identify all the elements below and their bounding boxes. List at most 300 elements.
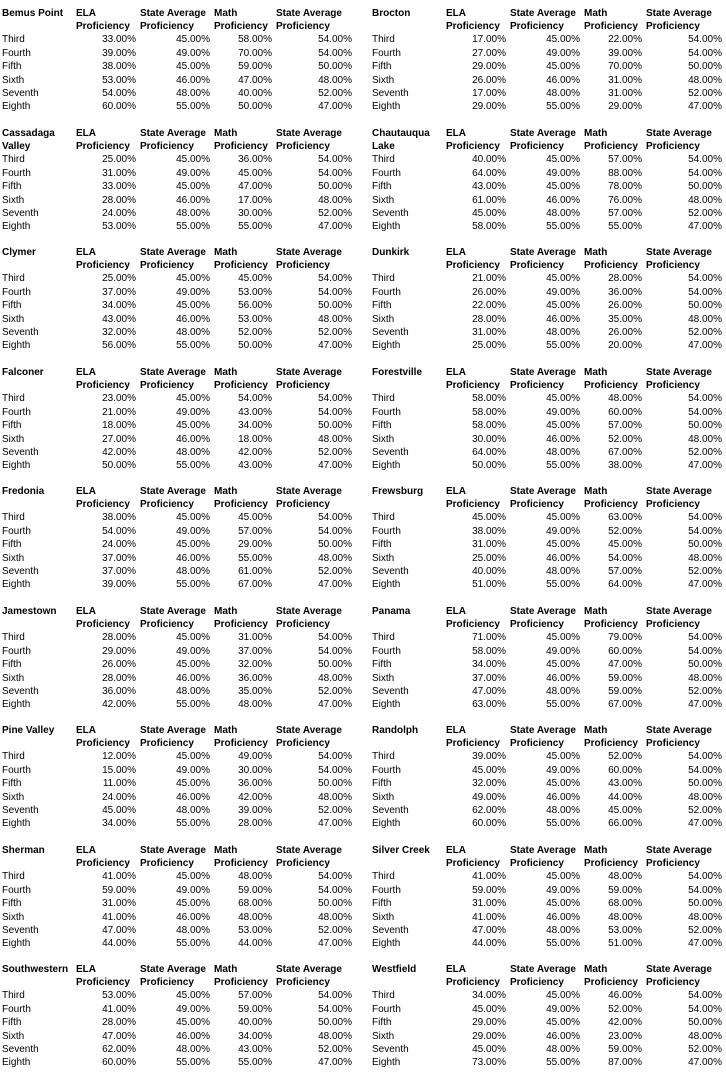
state-math-value: 52.00%: [318, 805, 352, 816]
grade-label: Fourth: [2, 287, 31, 298]
header-row: [0, 128, 356, 140]
state-math-value: 54.00%: [318, 393, 352, 404]
table-row: [370, 765, 726, 777]
math-value: 28.00%: [608, 273, 642, 284]
table-row: [0, 407, 356, 419]
math-value: 70.00%: [608, 61, 642, 72]
state-average-header: State Average: [510, 486, 576, 497]
proficiency-header: Proficiency: [646, 380, 700, 391]
state-average-header: State Average: [276, 606, 342, 617]
state-math-value: 54.00%: [318, 990, 352, 1001]
math-value: 47.00%: [238, 75, 272, 86]
table-row: [0, 539, 356, 551]
table-row: [0, 659, 356, 671]
ela-value: 33.00%: [102, 181, 136, 192]
district-name: Pine Valley: [2, 725, 55, 736]
math-value: 35.00%: [608, 314, 642, 325]
ela-value: 58.00%: [472, 646, 506, 657]
state-ela-value: 48.00%: [546, 686, 580, 697]
proficiency-header: Proficiency: [140, 619, 194, 630]
state-math-value: 52.00%: [318, 566, 352, 577]
table-row: [0, 447, 356, 459]
state-ela-value: 45.00%: [546, 300, 580, 311]
table-row: [370, 778, 726, 790]
math-value: 78.00%: [608, 181, 642, 192]
proficiency-header: Proficiency: [76, 738, 130, 749]
math-value: 36.00%: [238, 673, 272, 684]
ela-value: 59.00%: [102, 885, 136, 896]
grade-label: Sixth: [2, 553, 25, 564]
math-value: 36.00%: [238, 778, 272, 789]
state-average-header: State Average: [276, 486, 342, 497]
state-ela-value: 46.00%: [176, 553, 210, 564]
proficiency-header: Proficiency: [276, 977, 330, 988]
state-ela-value: 48.00%: [546, 447, 580, 458]
proficiency-header: Proficiency: [510, 619, 564, 630]
math-value: 67.00%: [608, 447, 642, 458]
proficiency-header: Proficiency: [214, 260, 268, 271]
ela-value: 41.00%: [102, 1004, 136, 1015]
state-math-value: 47.00%: [318, 699, 352, 710]
math-value: 31.00%: [608, 75, 642, 86]
grade-label: Seventh: [372, 88, 409, 99]
table-row: [0, 181, 356, 193]
state-ela-value: 46.00%: [176, 912, 210, 923]
header-row: [0, 141, 356, 153]
ela-value: 56.00%: [102, 340, 136, 351]
ela-value: 41.00%: [472, 912, 506, 923]
math-value: 50.00%: [238, 340, 272, 351]
state-ela-value: 49.00%: [176, 168, 210, 179]
proficiency-header: Proficiency: [584, 21, 638, 32]
math-value: 31.00%: [238, 632, 272, 643]
proficiency-header: Proficiency: [214, 738, 268, 749]
table-row: [0, 327, 356, 339]
state-ela-value: 45.00%: [546, 273, 580, 284]
ela-value: 59.00%: [472, 885, 506, 896]
math-value: 48.00%: [238, 699, 272, 710]
ela-value: 44.00%: [102, 938, 136, 949]
state-ela-value: 48.00%: [546, 566, 580, 577]
ela-value: 40.00%: [472, 154, 506, 165]
math-header: Math: [584, 8, 608, 19]
header-row: [0, 619, 356, 631]
state-average-header: State Average: [646, 964, 712, 975]
math-value: 57.00%: [608, 154, 642, 165]
district-block: [0, 845, 356, 955]
grade-label: Sixth: [2, 434, 25, 445]
state-math-value: 54.00%: [318, 34, 352, 45]
ela-value: 29.00%: [472, 1031, 506, 1042]
state-ela-value: 55.00%: [176, 818, 210, 829]
proficiency-header: Proficiency: [510, 21, 564, 32]
state-ela-value: 49.00%: [176, 765, 210, 776]
ela-value: 12.00%: [102, 751, 136, 762]
proficiency-header: Proficiency: [276, 738, 330, 749]
state-math-value: 52.00%: [318, 208, 352, 219]
state-ela-value: 46.00%: [176, 673, 210, 684]
proficiency-header: Proficiency: [584, 260, 638, 271]
grade-label: Seventh: [2, 327, 39, 338]
district-name-continued: [372, 499, 444, 511]
state-ela-value: 45.00%: [176, 273, 210, 284]
district-name-continued: [2, 21, 74, 33]
table-row: [0, 48, 356, 60]
math-value: 60.00%: [608, 407, 642, 418]
ela-value: 39.00%: [472, 751, 506, 762]
table-row: [0, 101, 356, 113]
district-block: [0, 964, 356, 1074]
grade-label: Fourth: [2, 646, 31, 657]
state-math-value: 50.00%: [688, 898, 722, 909]
ela-header: ELA: [446, 964, 466, 975]
district-name-continued: [2, 738, 74, 750]
math-value: 17.00%: [238, 195, 272, 206]
state-math-value: 52.00%: [688, 1044, 722, 1055]
proficiency-header: Proficiency: [214, 141, 268, 152]
grade-label: Third: [372, 154, 395, 165]
ela-value: 25.00%: [102, 154, 136, 165]
state-ela-value: 45.00%: [546, 61, 580, 72]
state-math-value: 52.00%: [318, 327, 352, 338]
state-ela-value: 49.00%: [176, 646, 210, 657]
proficiency-header: Proficiency: [510, 977, 564, 988]
math-value: 26.00%: [608, 300, 642, 311]
math-value: 18.00%: [238, 434, 272, 445]
ela-value: 29.00%: [472, 61, 506, 72]
state-math-value: 50.00%: [688, 181, 722, 192]
grade-label: Fifth: [2, 1017, 22, 1028]
state-math-value: 50.00%: [688, 420, 722, 431]
ela-value: 39.00%: [102, 579, 136, 590]
math-header: Math: [214, 964, 238, 975]
grade-label: Fourth: [372, 407, 401, 418]
grade-label: Seventh: [372, 566, 409, 577]
ela-header: ELA: [446, 128, 466, 139]
district-block: [0, 606, 356, 716]
state-math-value: 54.00%: [688, 1004, 722, 1015]
proficiency-header: Proficiency: [646, 858, 700, 869]
state-ela-value: 45.00%: [546, 420, 580, 431]
ela-value: 38.00%: [472, 526, 506, 537]
state-math-value: 48.00%: [318, 195, 352, 206]
ela-value: 30.00%: [472, 434, 506, 445]
proficiency-header: Proficiency: [510, 858, 564, 869]
math-header: Math: [214, 247, 238, 258]
proficiency-header: Proficiency: [140, 738, 194, 749]
proficiency-header: Proficiency: [214, 380, 268, 391]
proficiency-header: Proficiency: [584, 619, 638, 630]
state-ela-value: 48.00%: [546, 327, 580, 338]
math-value: 51.00%: [608, 938, 642, 949]
table-row: [370, 898, 726, 910]
state-ela-value: 49.00%: [176, 287, 210, 298]
math-value: 60.00%: [608, 765, 642, 776]
state-average-header: State Average: [276, 964, 342, 975]
math-value: 53.00%: [608, 925, 642, 936]
grade-label: Eighth: [2, 818, 31, 829]
ela-value: 27.00%: [472, 48, 506, 59]
math-value: 53.00%: [238, 287, 272, 298]
math-value: 60.00%: [608, 646, 642, 657]
ela-value: 43.00%: [472, 181, 506, 192]
district-name-continued: Lake: [372, 141, 395, 152]
district-name: Frewsburg: [372, 486, 424, 497]
math-value: 54.00%: [608, 553, 642, 564]
proficiency-header: Proficiency: [140, 260, 194, 271]
proficiency-header: Proficiency: [510, 260, 564, 271]
ela-value: 53.00%: [102, 75, 136, 86]
state-math-value: 47.00%: [688, 1057, 722, 1068]
state-ela-value: 46.00%: [176, 1031, 210, 1042]
state-math-value: 52.00%: [688, 805, 722, 816]
grade-label: Third: [2, 751, 25, 762]
header-row: [370, 247, 726, 259]
state-ela-value: 46.00%: [546, 912, 580, 923]
state-ela-value: 45.00%: [546, 898, 580, 909]
proficiency-header: Proficiency: [214, 499, 268, 510]
ela-value: 31.00%: [102, 898, 136, 909]
district-block: [370, 8, 726, 118]
math-value: 88.00%: [608, 168, 642, 179]
table-row: [0, 88, 356, 100]
ela-header: ELA: [446, 367, 466, 378]
header-row: [0, 977, 356, 989]
ela-value: 32.00%: [472, 778, 506, 789]
state-average-header: State Average: [646, 8, 712, 19]
header-row: [370, 738, 726, 750]
ela-value: 38.00%: [102, 61, 136, 72]
table-row: [370, 526, 726, 538]
state-math-value: 54.00%: [318, 407, 352, 418]
state-ela-value: 55.00%: [546, 818, 580, 829]
proficiency-header: Proficiency: [510, 141, 564, 152]
math-header: Math: [584, 247, 608, 258]
grade-label: Third: [372, 273, 395, 284]
ela-value: 25.00%: [472, 340, 506, 351]
state-ela-value: 55.00%: [546, 938, 580, 949]
grade-label: Third: [372, 393, 395, 404]
proficiency-header: Proficiency: [140, 21, 194, 32]
state-math-value: 48.00%: [318, 434, 352, 445]
proficiency-header: Proficiency: [276, 858, 330, 869]
state-math-value: 54.00%: [688, 393, 722, 404]
table-row: [0, 898, 356, 910]
grade-label: Eighth: [2, 1057, 31, 1068]
state-average-header: State Average: [510, 247, 576, 258]
math-value: 67.00%: [608, 699, 642, 710]
state-ela-value: 45.00%: [546, 990, 580, 1001]
ela-value: 43.00%: [102, 314, 136, 325]
math-value: 66.00%: [608, 818, 642, 829]
math-value: 45.00%: [238, 168, 272, 179]
state-ela-value: 49.00%: [546, 407, 580, 418]
proficiency-header: Proficiency: [446, 738, 500, 749]
ela-value: 71.00%: [472, 632, 506, 643]
grade-label: Fifth: [372, 420, 392, 431]
state-math-value: 54.00%: [318, 154, 352, 165]
proficiency-header: Proficiency: [646, 977, 700, 988]
grade-label: Seventh: [372, 447, 409, 458]
state-average-header: State Average: [510, 128, 576, 139]
proficiency-header: Proficiency: [276, 499, 330, 510]
state-math-value: 54.00%: [688, 168, 722, 179]
header-row: [0, 367, 356, 379]
district-name: Forestville: [372, 367, 423, 378]
table-row: [0, 912, 356, 924]
ela-value: 15.00%: [102, 765, 136, 776]
state-ela-value: 55.00%: [176, 699, 210, 710]
table-row: [370, 420, 726, 432]
ela-value: 34.00%: [472, 659, 506, 670]
district-name-continued: [2, 380, 74, 392]
grade-label: Eighth: [2, 101, 31, 112]
proficiency-header: Proficiency: [646, 21, 700, 32]
math-value: 34.00%: [238, 420, 272, 431]
state-ela-value: 45.00%: [176, 871, 210, 882]
district-name: Falconer: [2, 367, 44, 378]
grade-label: Fourth: [372, 885, 401, 896]
state-math-value: 47.00%: [318, 818, 352, 829]
math-value: 34.00%: [238, 1031, 272, 1042]
proficiency-header: Proficiency: [276, 21, 330, 32]
table-row: [0, 393, 356, 405]
math-value: 76.00%: [608, 195, 642, 206]
header-row: [370, 619, 726, 631]
ela-value: 24.00%: [102, 539, 136, 550]
table-row: [0, 154, 356, 166]
ela-value: 49.00%: [472, 792, 506, 803]
table-row: [0, 885, 356, 897]
state-ela-value: 46.00%: [546, 792, 580, 803]
ela-value: 47.00%: [472, 686, 506, 697]
grade-label: Seventh: [372, 686, 409, 697]
state-ela-value: 46.00%: [546, 314, 580, 325]
math-value: 67.00%: [238, 579, 272, 590]
district-name-continued: [372, 858, 444, 870]
header-row: [370, 606, 726, 618]
state-ela-value: 48.00%: [176, 686, 210, 697]
state-math-value: 50.00%: [688, 61, 722, 72]
state-math-value: 48.00%: [318, 75, 352, 86]
header-row: [370, 725, 726, 737]
table-row: [370, 61, 726, 73]
math-value: 59.00%: [608, 1044, 642, 1055]
math-value: 52.00%: [238, 327, 272, 338]
table-row: [370, 327, 726, 339]
header-row: [370, 845, 726, 857]
state-ela-value: 45.00%: [546, 34, 580, 45]
ela-value: 54.00%: [102, 526, 136, 537]
table-row: [0, 195, 356, 207]
state-average-header: State Average: [510, 606, 576, 617]
district-name-continued: [372, 21, 444, 33]
proficiency-header: Proficiency: [214, 977, 268, 988]
district-name-continued: [2, 619, 74, 631]
grade-label: Seventh: [372, 1044, 409, 1055]
math-header: Math: [214, 606, 238, 617]
grade-label: Eighth: [2, 938, 31, 949]
math-header: Math: [214, 486, 238, 497]
ela-value: 18.00%: [102, 420, 136, 431]
district-name-continued: [372, 380, 444, 392]
table-row: [0, 765, 356, 777]
state-ela-value: 49.00%: [546, 48, 580, 59]
ela-value: 44.00%: [472, 938, 506, 949]
grade-label: Eighth: [372, 460, 401, 471]
district-block: [370, 606, 726, 716]
proficiency-header: Proficiency: [214, 21, 268, 32]
ela-value: 42.00%: [102, 699, 136, 710]
proficiency-header: Proficiency: [76, 619, 130, 630]
math-value: 70.00%: [238, 48, 272, 59]
state-math-value: 48.00%: [688, 434, 722, 445]
ela-value: 28.00%: [472, 314, 506, 325]
state-math-value: 48.00%: [318, 673, 352, 684]
header-row: [370, 260, 726, 272]
math-header: Math: [584, 486, 608, 497]
ela-value: 29.00%: [472, 101, 506, 112]
state-ela-value: 45.00%: [546, 539, 580, 550]
math-header: Math: [584, 845, 608, 856]
proficiency-header: Proficiency: [446, 858, 500, 869]
math-header: Math: [584, 964, 608, 975]
state-ela-value: 55.00%: [176, 1057, 210, 1068]
state-math-value: 47.00%: [688, 818, 722, 829]
grade-label: Fifth: [372, 300, 392, 311]
math-value: 50.00%: [238, 101, 272, 112]
ela-value: 60.00%: [472, 818, 506, 829]
state-math-value: 50.00%: [318, 539, 352, 550]
state-ela-value: 55.00%: [176, 221, 210, 232]
proficiency-header: Proficiency: [446, 977, 500, 988]
ela-value: 50.00%: [472, 460, 506, 471]
table-row: [0, 673, 356, 685]
state-math-value: 54.00%: [688, 632, 722, 643]
state-ela-value: 45.00%: [176, 181, 210, 192]
math-value: 57.00%: [608, 420, 642, 431]
table-row: [0, 579, 356, 591]
state-average-header: State Average: [140, 845, 206, 856]
state-ela-value: 49.00%: [546, 1004, 580, 1015]
district-name-continued: [2, 977, 74, 989]
state-math-value: 50.00%: [318, 300, 352, 311]
math-value: 68.00%: [238, 898, 272, 909]
state-math-value: 52.00%: [688, 566, 722, 577]
grade-label: Fifth: [2, 420, 22, 431]
proficiency-header: Proficiency: [584, 499, 638, 510]
ela-value: 45.00%: [472, 208, 506, 219]
proficiency-header: Proficiency: [584, 858, 638, 869]
state-ela-value: 49.00%: [176, 526, 210, 537]
ela-value: 32.00%: [102, 327, 136, 338]
math-value: 37.00%: [238, 646, 272, 657]
proficiency-header: Proficiency: [510, 499, 564, 510]
state-ela-value: 45.00%: [176, 778, 210, 789]
ela-value: 41.00%: [102, 871, 136, 882]
grade-label: Seventh: [2, 208, 39, 219]
grade-label: Sixth: [2, 912, 25, 923]
ela-header: ELA: [76, 8, 96, 19]
state-average-header: State Average: [646, 845, 712, 856]
proficiency-header: Proficiency: [584, 738, 638, 749]
district-name-continued: [2, 260, 74, 272]
ela-value: 41.00%: [102, 912, 136, 923]
grade-label: Sixth: [372, 195, 395, 206]
math-header: Math: [214, 367, 238, 378]
ela-value: 26.00%: [102, 659, 136, 670]
grade-label: Sixth: [372, 792, 395, 803]
